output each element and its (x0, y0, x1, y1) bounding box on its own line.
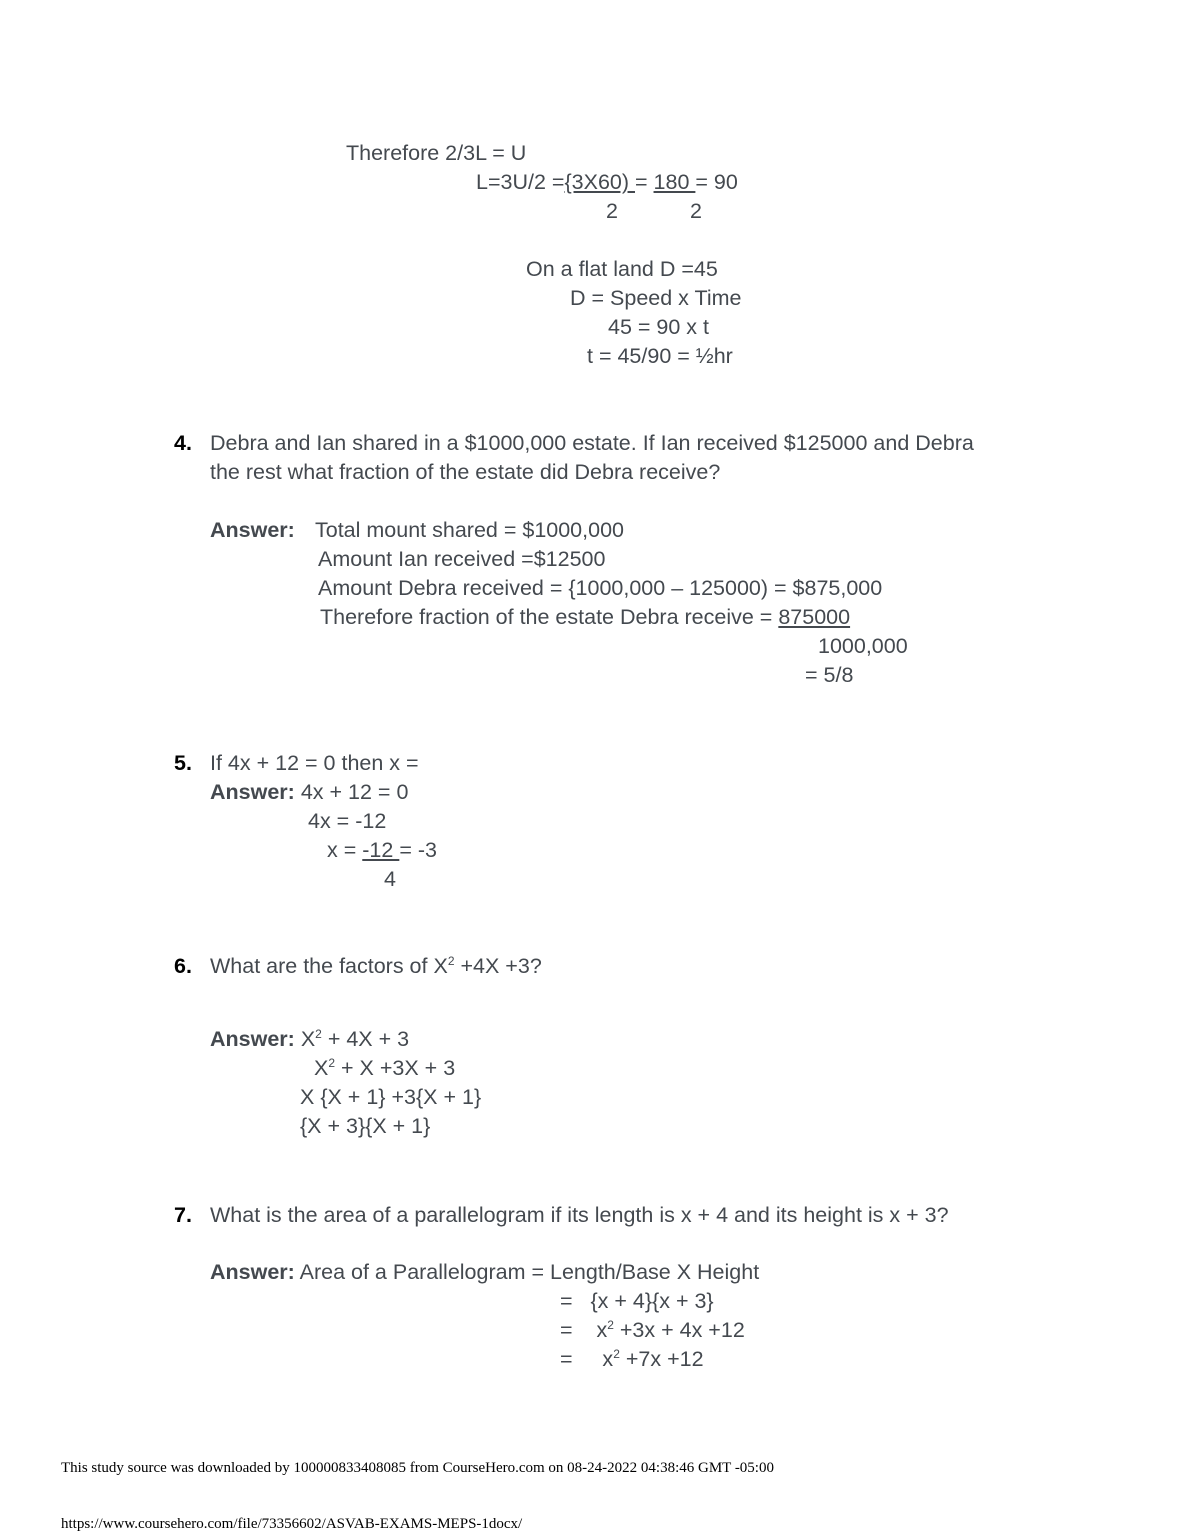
q7-a3-pre: = x (560, 1318, 608, 1342)
download-source-notice: This study source was downloaded by 100000833408085 from CourseHero.com on 08-24-2022 04:38:46 GMT -05:00 (61, 1460, 774, 1476)
q5-denominator: 4 (384, 867, 396, 891)
q6-a2-pre: X (314, 1056, 329, 1080)
q5-x-equals: x = (327, 838, 363, 862)
q6-question-exponent: 2 (447, 954, 455, 968)
q4-fraction-text: Therefore fraction of the estate Debra receive = (320, 605, 779, 629)
therefore-line: Therefore 2/3L = U (346, 141, 527, 165)
l-eq-numerator-1: {3X60) (564, 170, 635, 194)
q7-answer-line2: = {x + 4}{x + 3} (560, 1289, 714, 1313)
question-4-text-line1: Debra and Ian shared in a $1000,000 estate. If Ian received $125000 and Debra (210, 431, 974, 455)
question-6-number: 6. (174, 954, 192, 978)
source-url[interactable]: https://www.coursehero.com/file/73356602/ASVAB-EXAMS-MEPS-1docx/ (61, 1516, 523, 1532)
l-equation (476, 169, 738, 195)
question-4-answer-label: Answer: (210, 518, 295, 542)
l-eq-numerator-2: 180 (653, 170, 696, 194)
question-7-number: 7. (174, 1203, 192, 1227)
q4-answer-line2: Amount Ian received =$12500 (318, 547, 606, 571)
q4-answer-line4 (320, 604, 850, 630)
q6-question-post: +4X +3? (454, 954, 542, 978)
q6-a1-exponent: 2 (315, 1027, 322, 1041)
q5-answer-equation: 4x + 12 = 0 (300, 780, 409, 804)
q5-answer-line3 (327, 837, 437, 863)
q5-result: = -3 (399, 838, 437, 862)
q4-final-answer: = 5/8 (805, 663, 854, 687)
time-result: t = 45/90 = ½hr (587, 344, 733, 368)
q7-area-formula: Area of a Parallelogram = Length/Base X Height (299, 1260, 760, 1284)
q4-answer-line1: Total mount shared = $1000,000 (315, 518, 624, 542)
question-7-text: What is the area of a parallelogram if its length is x + 4 and its height is x + 3? (210, 1203, 949, 1227)
q7-a4-post: +7x +12 (619, 1347, 704, 1371)
l-eq-denominator-2: 2 (690, 199, 702, 223)
q7-a3-exponent: 2 (607, 1318, 614, 1332)
q5-answer-line1 (210, 779, 408, 805)
q6-a2-exponent: 2 (328, 1056, 336, 1070)
question-6-answer-label: Answer: (210, 1027, 295, 1051)
q6-a1-pre: X (300, 1027, 316, 1051)
q7-answer-line3 (560, 1317, 745, 1343)
q6-answer-line4: {X + 3}{X + 1} (300, 1114, 431, 1138)
q6-a1-post: + 4X + 3 (321, 1027, 410, 1051)
q7-a3-post: +3x + 4x +12 (613, 1318, 745, 1342)
distance-substitution: 45 = 90 x t (608, 315, 710, 339)
q7-answer-line1 (210, 1259, 759, 1285)
question-5-number: 5. (174, 751, 192, 775)
q6-a2-post: + X +3X + 3 (335, 1056, 456, 1080)
q6-answer-line1 (210, 1026, 409, 1052)
l-eq-equals: = (635, 170, 654, 194)
question-5-answer-label: Answer: (210, 780, 295, 804)
q4-fraction-numerator: 875000 (778, 605, 851, 629)
question-4-text-line2: the rest what fraction of the estate did Debra receive? (210, 460, 721, 484)
q5-answer-line2: 4x = -12 (308, 809, 387, 833)
question-4-number: 4. (174, 431, 192, 455)
l-eq-denominator-1: 2 (606, 199, 618, 223)
l-eq-pre: L=3U/2 = (476, 170, 565, 194)
l-eq-post: = 90 (695, 170, 738, 194)
q6-question-pre: What are the factors of X (210, 954, 448, 978)
q4-fraction-denominator: 1000,000 (818, 634, 908, 658)
distance-formula: D = Speed x Time (570, 286, 742, 310)
q5-numerator: -12 (362, 838, 400, 862)
question-7-answer-label: Answer: (210, 1260, 295, 1284)
q4-answer-line3: Amount Debra received = {1000,000 – 125000) = $875,000 (318, 576, 883, 600)
flat-land-line: On a flat land D =45 (526, 257, 718, 281)
q7-a4-exponent: 2 (613, 1347, 620, 1361)
question-6-text (210, 953, 542, 979)
q6-answer-line3: X {X + 1} +3{X + 1} (300, 1085, 482, 1109)
q7-answer-line4 (560, 1346, 704, 1372)
q6-answer-line2 (314, 1055, 455, 1081)
question-5-text: If 4x + 12 = 0 then x = (210, 751, 419, 775)
q7-a4-pre: = x (560, 1347, 614, 1371)
